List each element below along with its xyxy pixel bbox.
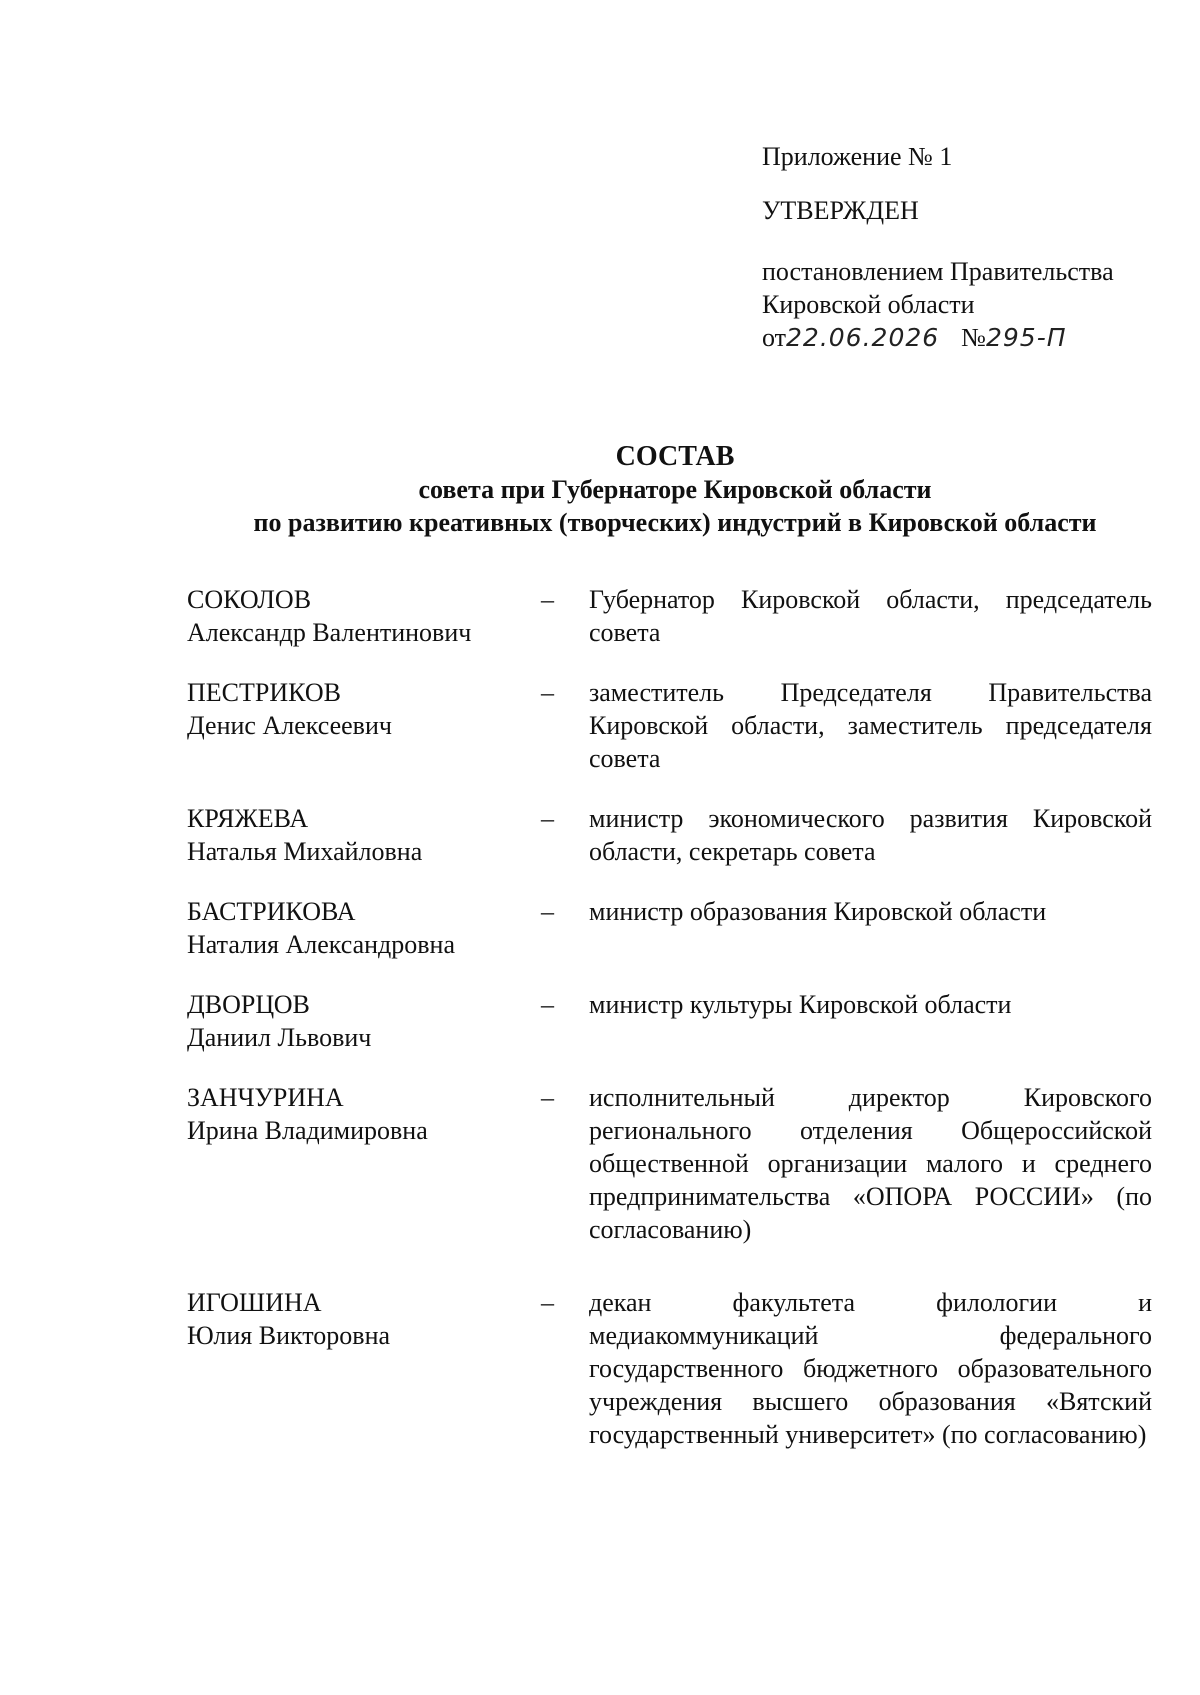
- member-row: [187, 1286, 1152, 1451]
- member-row: [187, 988, 1152, 1054]
- member-dash: –: [541, 1288, 554, 1317]
- title-main: СОСТАВ: [615, 441, 735, 472]
- member-name: [187, 802, 537, 868]
- appendix-label: Приложение № 1: [762, 142, 953, 171]
- member-given-name: Даниил Львович: [187, 1023, 372, 1052]
- approval-block: [762, 140, 1162, 354]
- member-given-name: Ирина Владимировна: [187, 1116, 428, 1145]
- member-role: заместитель Председателя Правительства Кировской области, заместитель председателя совета: [589, 678, 1152, 773]
- member-surname: ИГОШИНА: [187, 1288, 322, 1317]
- title-line-2: совета при Губернаторе Кировской области: [418, 475, 932, 504]
- handwritten-number: 295-П: [985, 323, 1067, 352]
- member-dash: –: [541, 585, 554, 614]
- member-surname: БАСТРИКОВА: [187, 897, 356, 926]
- member-row: [187, 583, 1152, 649]
- member-given-name: Юлия Викторовна: [187, 1321, 391, 1350]
- date-prefix: от: [762, 323, 787, 352]
- decree-reference: [762, 255, 1162, 354]
- member-name: [187, 1286, 537, 1352]
- member-given-name: Наталия Александровна: [187, 930, 455, 959]
- member-dash: –: [541, 1083, 554, 1112]
- number-prefix: №: [961, 323, 986, 352]
- decree-line-1: постановлением Правительства: [762, 257, 1114, 286]
- handwritten-date: 22.06.2026: [786, 323, 940, 352]
- document-title: [0, 440, 1200, 539]
- decree-line-2: Кировской области: [762, 290, 975, 319]
- member-name: [187, 895, 537, 961]
- member-row: [187, 676, 1152, 775]
- member-given-name: Александр Валентинович: [187, 618, 472, 647]
- member-surname: СОКОЛОВ: [187, 585, 312, 614]
- approved-label: УТВЕРЖДЕН: [762, 196, 919, 225]
- member-dash: –: [541, 804, 554, 833]
- member-surname: ЗАНЧУРИНА: [187, 1083, 344, 1112]
- member-name: [187, 988, 537, 1054]
- member-row: [187, 1081, 1152, 1246]
- member-name: [187, 583, 537, 649]
- member-role: министр культуры Кировской области: [589, 990, 1012, 1019]
- member-role: исполнительный директор Кировского регионального отделения Общероссийской общественной организации малого и среднего предпринимательства «ОПОРА РОССИИ» (по согласованию): [589, 1083, 1152, 1244]
- title-line-3: по развитию креативных (творческих) индустрий в Кировской области: [253, 508, 1097, 537]
- member-name: [187, 676, 537, 742]
- decree-date-number: [762, 321, 1162, 354]
- member-role: министр образования Кировской области: [589, 897, 1047, 926]
- member-row: [187, 895, 1152, 961]
- member-role: министр экономического развития Кировской области, секретарь совета: [589, 804, 1152, 866]
- member-role: Губернатор Кировской области, председатель совета: [589, 585, 1152, 647]
- member-surname: ПЕСТРИКОВ: [187, 678, 341, 707]
- member-given-name: Наталья Михайловна: [187, 837, 423, 866]
- member-dash: –: [541, 990, 554, 1019]
- member-dash: –: [541, 678, 554, 707]
- member-surname: ДВОРЦОВ: [187, 990, 310, 1019]
- member-surname: КРЯЖЕВА: [187, 804, 309, 833]
- member-name: [187, 1081, 537, 1147]
- member-row: [187, 802, 1152, 868]
- member-given-name: Денис Алексеевич: [187, 711, 392, 740]
- member-dash: –: [541, 897, 554, 926]
- members-list: [187, 583, 1152, 1451]
- member-role: декан факультета филологии и медиакоммуникаций федерального государственного бюджетного образовательного учреждения высшего образования «Вятский государственный университет» (по согласованию): [589, 1288, 1152, 1449]
